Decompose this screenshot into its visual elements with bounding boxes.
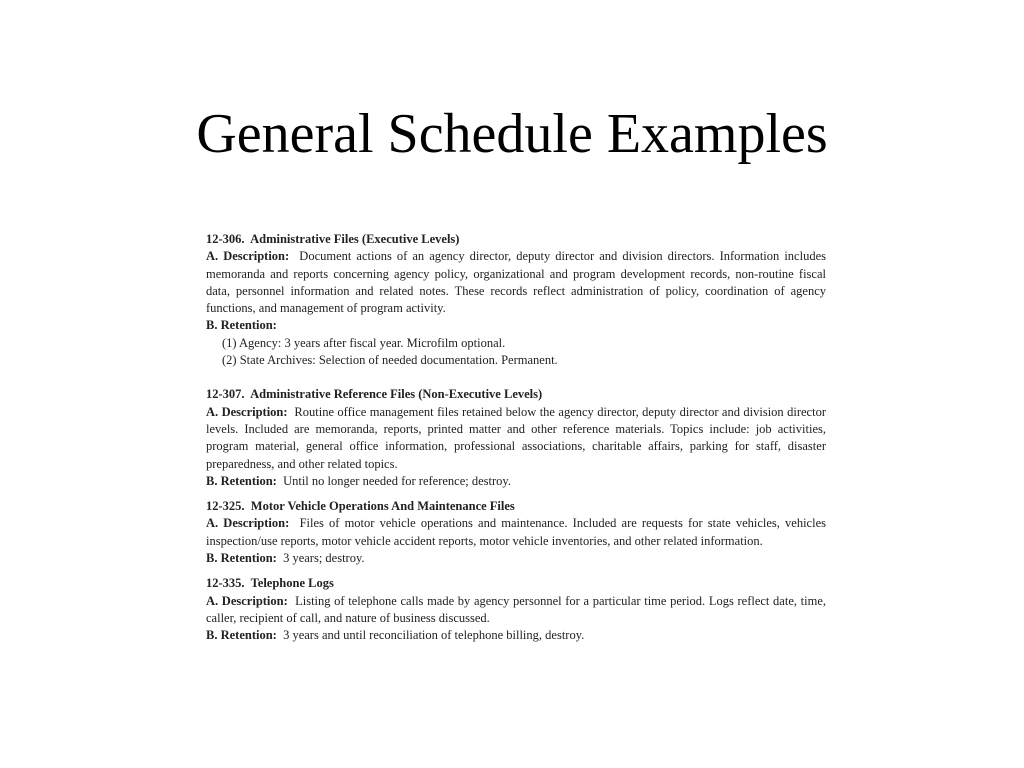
section-code: 12-307. <box>206 387 245 402</box>
section-retention <box>206 550 826 567</box>
retention-text: 3 years; destroy. <box>283 551 365 566</box>
document-excerpt <box>206 231 826 653</box>
schedule-section-12-325 <box>206 498 826 567</box>
section-code: 12-335. <box>206 576 245 591</box>
section-title: Motor Vehicle Operations And Maintenance Files <box>250 499 515 514</box>
description-text: Files of motor vehicle operations and maintenance. Included are requests for state vehicles, vehicles inspection/use reports, motor vehicle accident reports, motor vehicle inventories, and other related information. <box>206 516 826 548</box>
retention-item: (2) State Archives: Selection of needed documentation. Permanent. <box>222 353 558 368</box>
section-heading <box>206 575 826 592</box>
section-title: Telephone Logs <box>250 576 334 591</box>
retention-item: (1) Agency: 3 years after fiscal year. Microfilm optional. <box>222 335 506 350</box>
section-heading <box>206 231 826 248</box>
retention-list <box>206 335 826 370</box>
section-retention <box>206 317 826 334</box>
description-text: Routine office management files retained below the agency director, deputy director and division director levels. Included are memoranda, reports, printed matter and other reference materials. Topics include: job activities, program material, general office information, professional associations, charitable affairs, parking for staff, disaster preparedness, and other related topics. <box>206 404 826 471</box>
schedule-section-12-307 <box>206 386 826 490</box>
section-title: Administrative Files (Executive Levels) <box>250 232 460 246</box>
schedule-section-12-306 <box>206 231 826 369</box>
retention-text: 3 years and until reconciliation of telephone billing, destroy. <box>283 628 585 643</box>
section-description <box>206 515 826 550</box>
description-text: Listing of telephone calls made by agency personnel for a particular time period. Logs reflect date, time, caller, recipient of call, and nature of business discussed. <box>206 593 826 625</box>
schedule-section-12-335 <box>206 575 826 644</box>
section-retention <box>206 627 826 644</box>
retention-label: B. Retention: <box>206 551 277 566</box>
description-label: A. Description: <box>206 249 290 264</box>
retention-label: B. Retention: <box>206 473 277 488</box>
retention-label: B. Retention: <box>206 628 277 643</box>
section-description <box>206 248 826 317</box>
description-label: A. Description: <box>206 404 288 419</box>
description-label: A. Description: <box>206 593 288 608</box>
section-description <box>206 404 826 473</box>
section-retention <box>206 473 826 490</box>
retention-text: Until no longer needed for reference; destroy. <box>283 473 511 488</box>
description-label: A. Description: <box>206 516 290 531</box>
retention-label: B. Retention: <box>206 318 277 333</box>
section-code: 12-325. <box>206 499 245 514</box>
description-text: Document actions of an agency director, deputy director and division directors. Information includes memoranda and reports concerning agency policy, organizational and program development records, non-routine fiscal data, personnel information and related notes. These records reflect administration of policy, coordination of agency functions, and management of program activity. <box>206 249 826 316</box>
slide-title: General Schedule Examples <box>196 103 828 165</box>
section-title: Administrative Reference Files (Non-Executive Levels) <box>250 387 543 402</box>
section-description <box>206 593 826 628</box>
section-heading <box>206 498 826 515</box>
section-code: 12-306. <box>206 232 245 246</box>
section-heading <box>206 386 826 403</box>
